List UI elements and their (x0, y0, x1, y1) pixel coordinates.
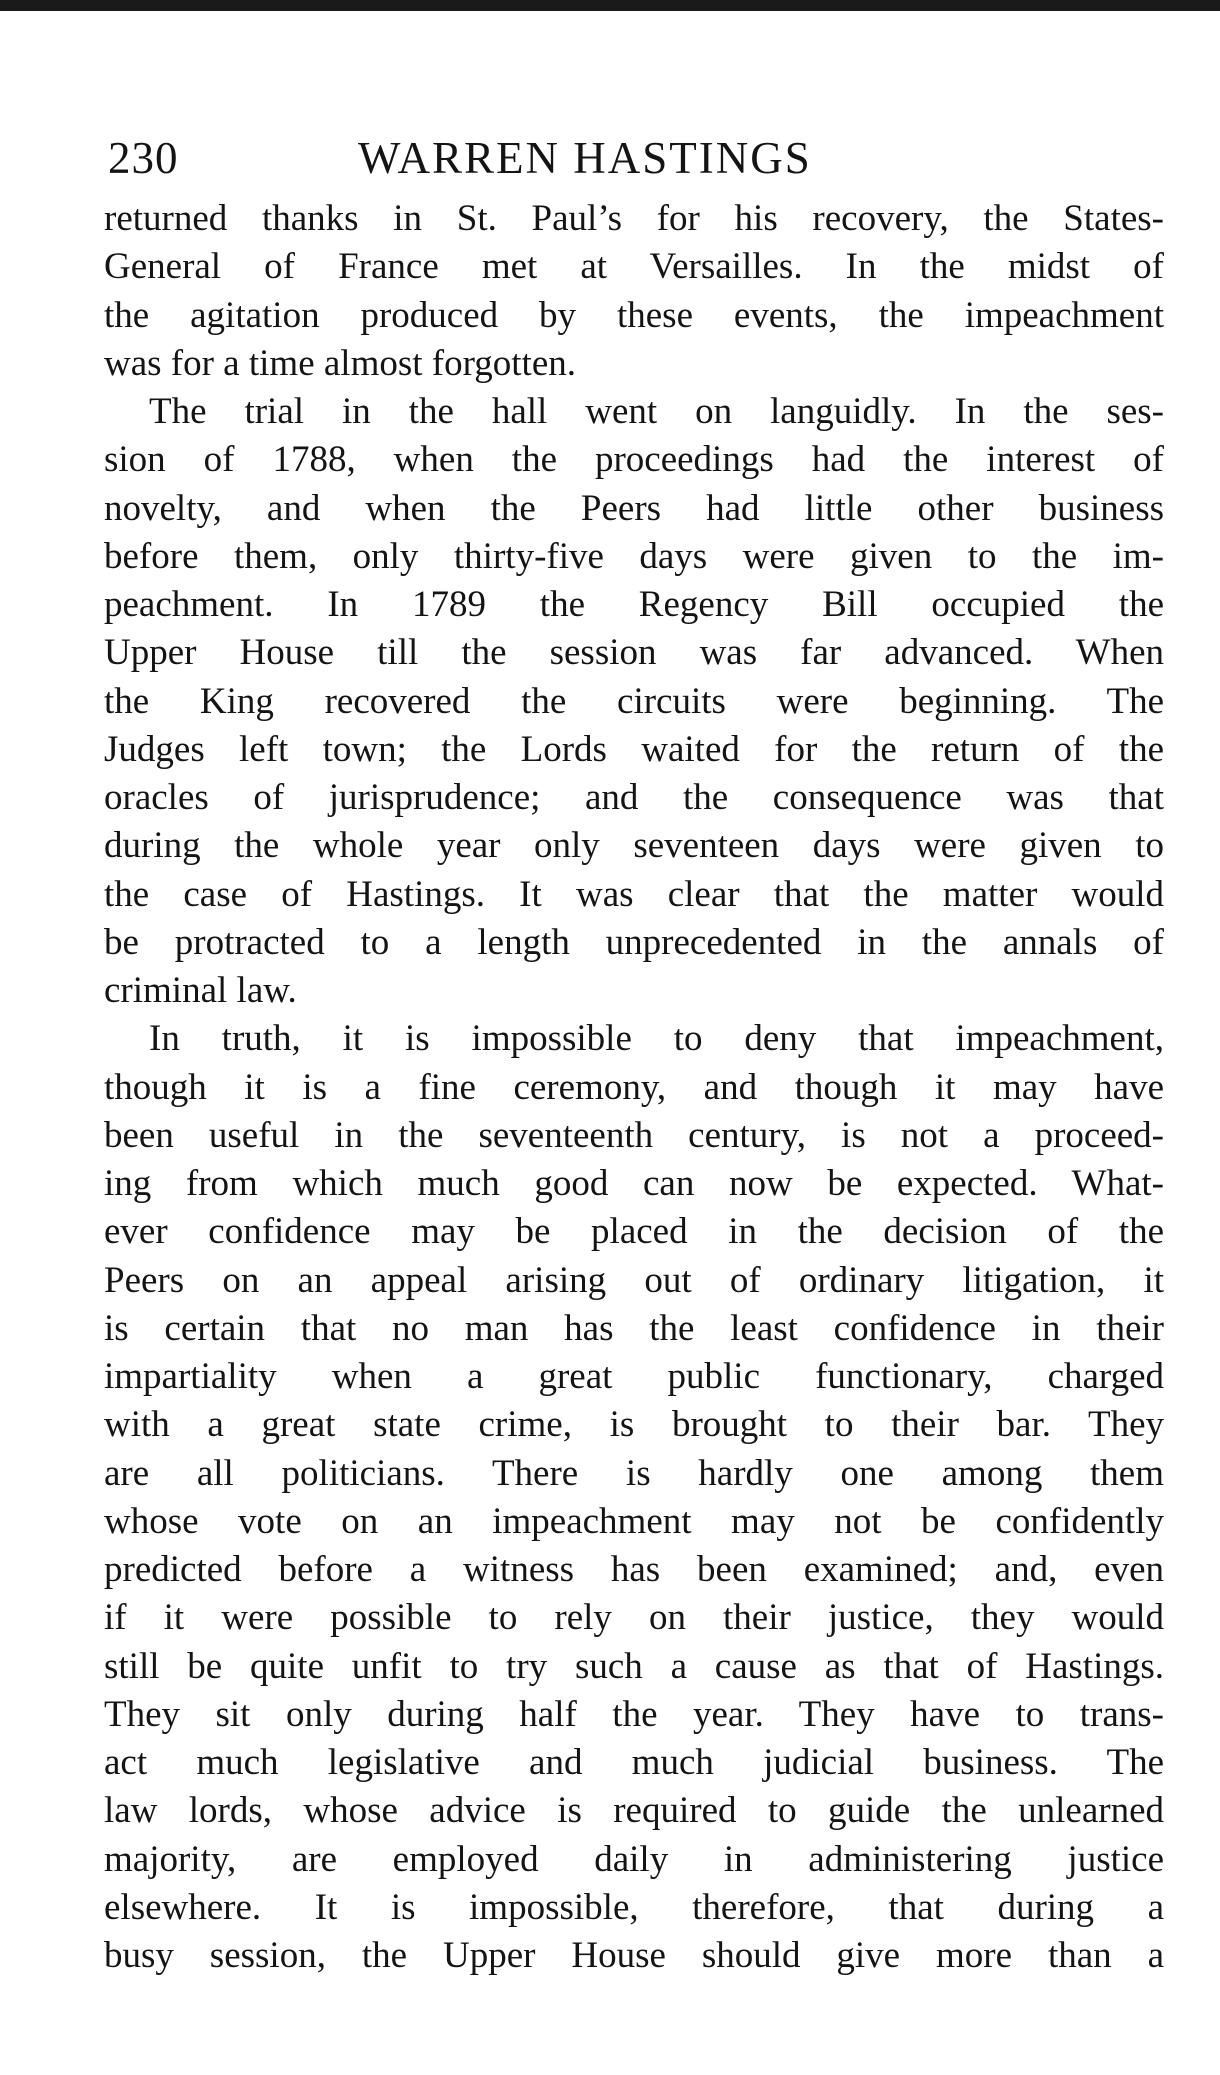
text-line: General of France met at Versailles. In the midst of (104, 246, 1164, 288)
text-line: been useful in the seventeenth century, is not a proceed- (104, 1114, 1164, 1156)
text-line: was for a time almost forgotten. (104, 342, 576, 384)
paragraph-first-line: The trial in the hall went on languidly. In the ses- (149, 391, 1164, 432)
text-line: novelty, and when the Peers had little other business (104, 487, 1164, 529)
text-line: impartiality when a great public functionary, charged (104, 1356, 1164, 1397)
text-line: returned thanks in St. Paul’s for his recovery, the States- (104, 198, 1164, 239)
text-line: criminal law. (104, 970, 297, 1011)
text-line: busy session, the Upper House should give more than a (104, 1935, 1164, 1976)
body-text (104, 195, 1164, 1980)
text-line: elsewhere. It is impossible, therefore, that during a (104, 1886, 1164, 1928)
text-line: are all politicians. There is hardly one among them (104, 1452, 1164, 1494)
text-line: the agitation produced by these events, the impeachment (104, 294, 1164, 336)
text-line: the case of Hastings. It was clear that the matter would (104, 873, 1164, 915)
text-line: still be quite unfit to try such a cause as that of Hastings. (104, 1645, 1164, 1687)
text-line: be protracted to a length unprecedented in the annals of (104, 921, 1164, 963)
text-line: oracles of jurisprudence; and the consequence was that (104, 777, 1164, 818)
text-line: ing from which much good can now be expected. What- (104, 1163, 1164, 1204)
text-line: before them, only thirty-five days were given to the im- (104, 535, 1164, 577)
page-number: 230 (108, 133, 179, 183)
running-head-title: WARREN HASTINGS (358, 133, 812, 183)
text-line: sion of 1788, when the proceedings had the interest of (104, 439, 1164, 481)
text-line: during the whole year only seventeen days were given to (104, 825, 1164, 867)
text-line: They sit only during half the year. They have to trans- (104, 1693, 1164, 1735)
text-line: ever confidence may be placed in the decision of the (104, 1211, 1164, 1253)
text-line: Peers on an appeal arising out of ordinary litigation, it (104, 1259, 1164, 1301)
text-line: peachment. In 1789 the Regency Bill occupied the (104, 584, 1164, 625)
text-line: the King recovered the circuits were beginning. The (104, 680, 1164, 722)
text-line: is certain that no man has the least confidence in their (104, 1307, 1164, 1349)
page-header (108, 128, 1168, 188)
text-line: though it is a fine ceremony, and though it may have (104, 1066, 1164, 1108)
top-border-rule (0, 0, 1220, 11)
text-line: act much legislative and much judicial business. The (104, 1742, 1164, 1783)
text-line: predicted before a witness has been examined; and, even (104, 1549, 1164, 1590)
text-line: if it were possible to rely on their justice, they would (104, 1597, 1164, 1639)
text-line: whose vote on an impeachment may not be confidently (104, 1500, 1164, 1542)
text-line: majority, are employed daily in administering justice (104, 1838, 1164, 1880)
text-line: with a great state crime, is brought to their bar. They (104, 1404, 1164, 1446)
text-line: law lords, whose advice is required to guide the unlearned (104, 1790, 1164, 1832)
text-line: Judges left town; the Lords waited for the return of the (104, 728, 1164, 770)
text-line: Upper House till the session was far advanced. When (104, 632, 1164, 674)
paragraph-first-line: In truth, it is impossible to deny that impeachment, (149, 1018, 1164, 1060)
